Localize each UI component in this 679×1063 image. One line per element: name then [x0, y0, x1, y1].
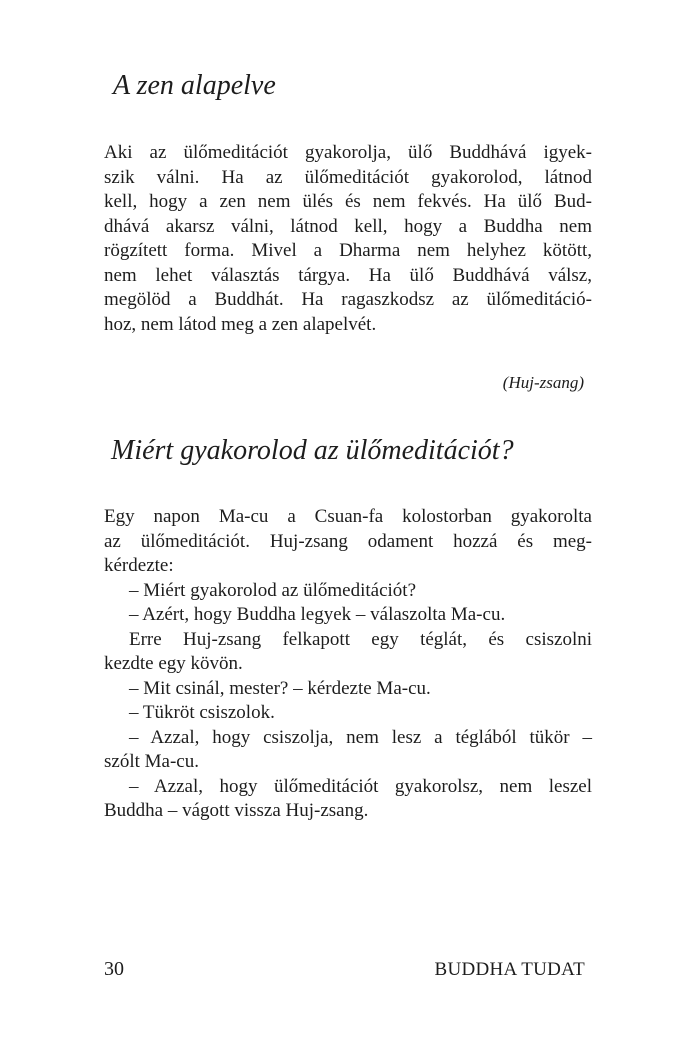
text-line: Aki az ülőmeditációt gyakorolja, ülő Buddhává igyek-	[104, 142, 592, 163]
text-line: hoz, nem látod meg a zen alapelvét.	[104, 313, 377, 335]
section-title-why-practice: Miért gyakorolod az ülőmeditációt?	[111, 435, 514, 466]
text-line: kell, hogy a zen nem ülés és nem fekvés. Ha ülő Bud-	[104, 191, 592, 212]
quote-attribution: (Huj-zsang)	[502, 373, 584, 392]
dialogue-line: – Tükröt csiszolok.	[129, 702, 275, 723]
text-line: Buddha – vágott vissza Huj-zsang.	[104, 800, 369, 821]
page-number: 30	[104, 958, 124, 980]
text-line: rögzített forma. Mivel a Dharma nem helyhez kötött,	[104, 240, 592, 261]
dialogue-line: – Azzal, hogy ülőmeditációt gyakorolsz, nem leszel	[129, 775, 592, 797]
text-line: megölöd a Buddhát. Ha ragaszkodsz az ülőmeditáció-	[104, 289, 592, 310]
text-line: kérdezte:	[104, 555, 174, 576]
running-footer-title: BUDDHA TUDAT	[434, 959, 585, 980]
text-line: Egy napon Ma-cu a Csuan-fa kolostorban gyakorolta	[104, 506, 592, 527]
text-line: nem lehet választás tárgya. Ha ülő Buddhává válsz,	[104, 264, 592, 286]
text-line: az ülőmeditációt. Huj-zsang odament hozzá és meg-	[104, 530, 592, 552]
dialogue-line: – Azzal, hogy csiszolja, nem lesz a téglából tükör –	[129, 726, 592, 748]
text-line: szólt Ma-cu.	[104, 751, 199, 772]
section-title-zen-principle: A zen alapelve	[113, 70, 276, 101]
section-body-zen-principle	[104, 141, 592, 337]
dialogue-line: – Azért, hogy Buddha legyek – válaszolta Ma-cu.	[129, 604, 506, 625]
dialogue-line: – Mit csinál, mester? – kérdezte Ma-cu.	[129, 677, 431, 699]
text-line: kezdte egy kövön.	[104, 653, 243, 674]
section-body-why-practice	[104, 505, 592, 824]
text-line: szik válni. Ha az ülőmeditációt gyakorolod, látnod	[104, 166, 592, 188]
dialogue-line: – Miért gyakorolod az ülőmeditációt?	[129, 579, 417, 601]
text-line: dhává akarsz válni, látnod kell, hogy a Buddha nem	[104, 215, 592, 237]
text-line: Erre Huj-zsang felkapott egy téglát, és csiszolni	[129, 628, 592, 650]
